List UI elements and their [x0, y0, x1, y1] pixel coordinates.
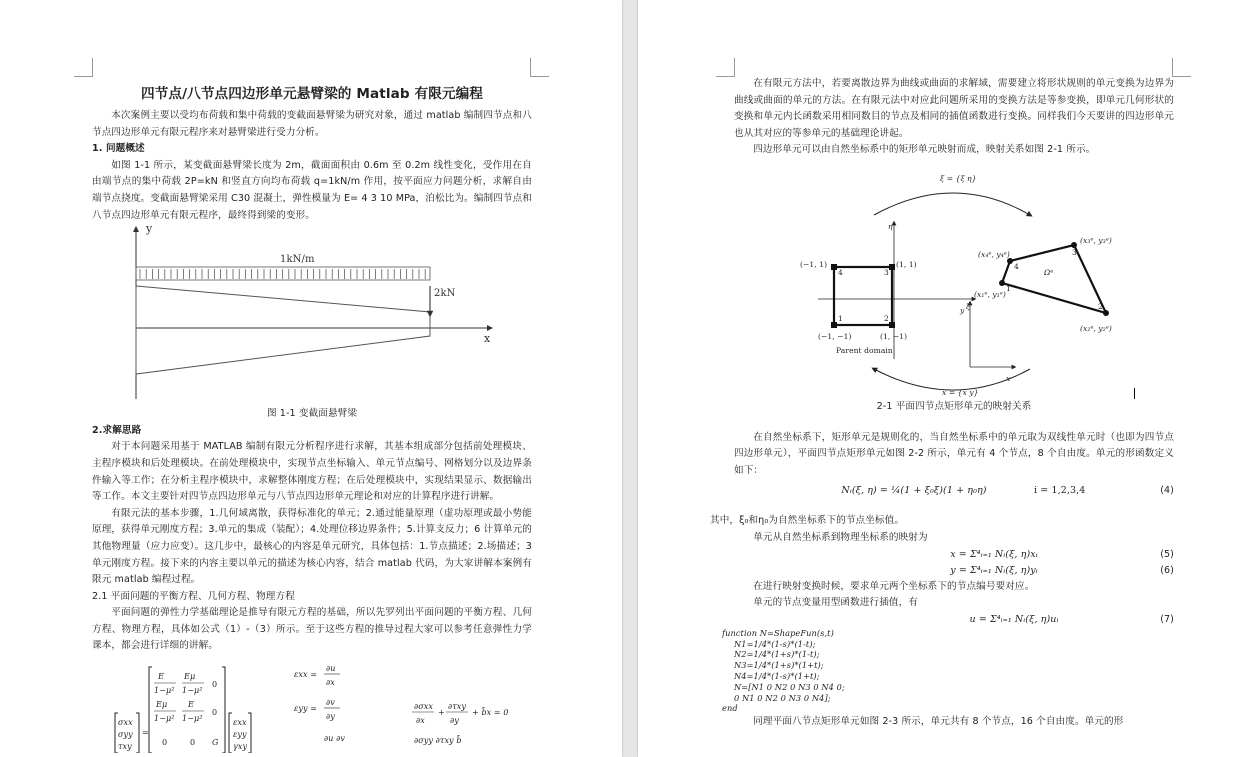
intro-paragraph: 本次案例主要以受均布荷载和集中荷载的变截面悬臂梁为研究对象，通过 matlab 编制四节点和八节点四边形单元有限元程序来对悬臂梁进行受力分析。: [92, 110, 532, 138]
svg-text:∂u ∂v: ∂u ∂v: [324, 734, 345, 744]
svg-text:0: 0: [212, 708, 218, 718]
svg-text:Eμ: Eμ: [156, 700, 168, 710]
fig2-eta-label: η: [888, 221, 893, 231]
svg-text:3: 3: [884, 267, 889, 277]
code-line: 0 N1 0 N2 0 N3 0 N4];: [734, 692, 831, 703]
equation-7-number: (7): [1160, 613, 1174, 625]
svg-text:∂y: ∂y: [326, 712, 335, 722]
svg-text:∂x: ∂x: [416, 716, 425, 726]
section-2-1-heading: 2.1 平面问题的平衡方程、几何方程、物理方程: [92, 590, 295, 602]
cantilever-beam-diagram: [92, 224, 532, 406]
crop-mark-top-left: [74, 58, 93, 77]
text-cursor: [1134, 388, 1135, 399]
document-page-right: [638, 0, 1259, 757]
svg-text:0: 0: [190, 738, 196, 748]
svg-text:∂σyy ∂τxy b̄: ∂σyy ∂τxy b̄: [414, 736, 462, 746]
section-2-paragraph-1: 对于本问题采用基于 MATLAB 编制有限元分析程序进行求解，其基本组成部分包括前处理模块、主程序模块和后处理模块。在前处理模块中，实现节点坐标输入、单元节点编号、网格划分以及边界条件输入等工作；在分析主程序模块中，求解整体刚度方程；在后处理模块中，实现结果显示、数据输出等工作。本文主要针对四节点四边形单元与八节点四边形单元理论和对应的计算程序进行讲解。: [92, 441, 532, 503]
fig1-point-load-label: 2kN: [434, 288, 456, 300]
fig2-node-number-2: 2: [1098, 301, 1103, 311]
fig2-corner-top-right: (1, 1): [896, 259, 917, 269]
equation-6-body: y = Σ⁴ᵢ₌₁ Nᵢ(ξ, η)yᵢ: [950, 564, 1038, 576]
svg-text:∂x: ∂x: [326, 678, 335, 688]
svg-text:0: 0: [162, 738, 168, 748]
code-line: N3=1/4*(1+s)*(1+t);: [734, 660, 824, 671]
code-line: N=[N1 0 N2 0 N3 0 N4 0;: [734, 681, 845, 692]
svg-text:G: G: [212, 738, 219, 748]
equation-4-condition: i = 1,2,3,4: [1034, 485, 1086, 497]
svg-text:1−μ²: 1−μ²: [154, 714, 175, 724]
equation-5-body: x = Σ⁴ᵢ₌₁ Nᵢ(ξ, η)xᵢ: [950, 548, 1038, 560]
fig2-x-vector-label: x = {x y}: [942, 387, 979, 397]
fig2-node-coord-2: (x₂ᵉ, y₂ᵉ): [1080, 323, 1112, 333]
section-2-paragraph-2: 有限元法的基本步骤，1.几何域离散，获得标准化的单元；2.通过能量原理（虚功原理或最小势能原理，获得单元刚度方程；3.单元的集成（装配）；4.处理位移边界条件；5.计算支反力；6 计算单元的其他物理量（应力应变）。这几步中，最核心的内容是单元研究，具体包括：1.节点描述；2.场描述；3 单元刚度方程。接下来的内容主要以单元的描述为核心内容，结合 matlab 代码，为大家讲解本案例有限元 matlab 编程过程。: [92, 507, 532, 586]
elasticity-equations: [92, 663, 532, 753]
matlab-code-block: [710, 628, 1174, 714]
mapping-diagram: [734, 163, 1174, 399]
document-title: 四节点/八节点四边形单元悬臂梁的 Matlab 有限元编程: [141, 86, 483, 102]
svg-text:γxy: γxy: [233, 742, 248, 752]
fig2-parent-domain-label: Parent domain: [836, 345, 893, 355]
svg-text:σxx: σxx: [118, 718, 133, 728]
fig1-y-axis-label: y: [146, 224, 153, 236]
equation-5-number: (5): [1160, 548, 1174, 560]
svg-text:4: 4: [838, 267, 843, 277]
figure-1-1: [92, 224, 532, 406]
crop-mark-top-left: [716, 58, 735, 77]
fig2-xi-vector-label: ξ = {ξ η}: [940, 173, 977, 183]
equation-6-number: (6): [1160, 564, 1174, 576]
equation-6: [734, 563, 1174, 579]
code-line: function N=ShapeFun(s,t): [722, 627, 834, 638]
equations-figure: [92, 663, 532, 753]
equation-4-body: Nᵢ(ξ, η) = ¼(1 + ξ₀ξ)(1 + η₀η): [841, 485, 987, 497]
svg-text:=: =: [142, 728, 149, 738]
eight-node-paragraph: 同理平面八节点矩形单元如图 2-3 所示，单元共有 8 个节点，16 个自由度。单元的形: [753, 716, 1124, 728]
svg-text:∂τxy: ∂τxy: [448, 702, 466, 712]
isoparametric-paragraph: 在有限元方法中，若要离散边界为曲线或曲面的求解域，需要建立将形状规则的单元变换为边界为曲线或曲面的单元的方法。在有限元法中对应此问题所采用的变换方法是等参变换，即单元几何形状的变换和单元内长函数采用相同数目的节点及相同的插值函数进行变换。同样我们今天要讲的四边形单元也从其对应的等参单元的基础理论讲起。: [734, 78, 1174, 139]
svg-text:τxy: τxy: [118, 742, 132, 752]
equation-5: [734, 547, 1174, 563]
mapping-paragraph: 四边形单元可以由自然坐标系中的矩形单元映射而成，映射关系如图 2-1 所示。: [753, 144, 1096, 156]
fig2-corner-top-left: (−1, 1): [800, 259, 828, 269]
node-coords-paragraph: 其中，ξ₀和η₀为自然坐标系下的节点坐标值。: [710, 515, 905, 527]
figure-2-1: [734, 163, 1174, 399]
svg-text:εxx =: εxx =: [294, 670, 318, 680]
svg-text:εyy =: εyy =: [294, 704, 318, 714]
fig2-node-number-1: 1: [1006, 283, 1011, 293]
svg-text:E: E: [158, 672, 164, 682]
svg-text:εxx: εxx: [233, 718, 247, 728]
svg-text:∂u: ∂u: [326, 664, 336, 674]
code-line: N4=1/4*(1-s)*(1+t);: [734, 670, 820, 681]
figure-1-1-caption: 图 1-1 变截面悬臂梁: [266, 408, 358, 420]
equation-4-number: (4): [1160, 485, 1174, 497]
svg-text:∂y: ∂y: [450, 716, 459, 726]
fig1-load-label: 1kN/m: [280, 254, 315, 266]
fig2-x-label: x: [1006, 373, 1011, 383]
section-1-heading: 1. 问题概述: [92, 143, 145, 155]
svg-text:Eμ: Eμ: [184, 672, 196, 682]
code-line: N1=1/4*(1-s)*(1-t);: [734, 638, 816, 649]
fig2-node-coord-1: (x₁ᵉ, y₁ᵉ): [974, 289, 1006, 299]
code-line: N2=1/4*(1+s)*(1-t);: [734, 649, 820, 660]
svg-text:+: +: [438, 708, 445, 718]
svg-text:εyy: εyy: [233, 730, 247, 740]
svg-text:1−μ²: 1−μ²: [154, 686, 175, 696]
fig2-corner-bottom-left: (−1, −1): [818, 331, 852, 341]
fig2-node-coord-4: (x₄ᵉ, y₄ᵉ): [978, 249, 1010, 259]
fig2-y-label: y: [960, 305, 965, 315]
interpolation-paragraph: 单元的节点变量用型函数进行插值，有: [753, 597, 918, 609]
code-line: end: [722, 703, 738, 714]
equation-7: [734, 612, 1174, 628]
svg-text:0: 0: [212, 680, 218, 690]
fig1-x-axis-label: x: [484, 332, 491, 346]
crop-mark-top-right: [530, 58, 549, 77]
svg-text:∂σxx: ∂σxx: [414, 702, 434, 712]
svg-text:1−μ²: 1−μ²: [182, 686, 203, 696]
figure-2-1-caption: 2-1 平面四节点矩形单元的映射关系: [876, 400, 1032, 412]
svg-text:1: 1: [838, 313, 843, 323]
left-page-content[interactable]: [92, 82, 532, 753]
fig2-node-number-3: 3: [1072, 247, 1077, 257]
fig2-xi-label: ξ: [966, 301, 971, 311]
crop-mark-top-right: [1172, 58, 1191, 77]
svg-text:1−μ²: 1−μ²: [182, 714, 203, 724]
svg-text:∂v: ∂v: [326, 698, 335, 708]
svg-text:E: E: [188, 700, 194, 710]
mapping-definition-paragraph: 单元从自然坐标系到物理坐标系的映射为: [753, 531, 928, 543]
svg-text:+ b̄x = 0: + b̄x = 0: [472, 708, 509, 718]
svg-text:σyy: σyy: [118, 730, 133, 740]
svg-text:2: 2: [884, 313, 889, 323]
right-page-content[interactable]: [710, 76, 1174, 731]
section-2-1-paragraph: 平面问题的弹性力学基础理论是推导有限元方程的基础，所以先罗列出平面问题的平衡方程、几何方程、物理方程，具体如公式（1）-（3）所示。至于这些方程的推导过程大家可以参考任意弹性力学课本，都会进行详细的讲解。: [92, 607, 532, 652]
section-2-heading: 2.求解思路: [92, 424, 142, 436]
fig2-corner-bottom-right: (1, −1): [880, 331, 908, 341]
fig2-omega-label: Ωᵉ: [1044, 267, 1054, 277]
fig2-node-number-4: 4: [1014, 261, 1019, 271]
document-page-left: [0, 0, 622, 757]
node-numbering-paragraph: 在进行映射变换时候，要求单元两个坐标系下的节点编号要对应。: [753, 580, 1035, 592]
fig2-node-coord-3: (x₃ᵉ, y₃ᵉ): [1080, 235, 1112, 245]
shape-function-paragraph: 在自然坐标系下，矩形单元是规则化的，当自然坐标系中的单元取为双线性单元时（也即为四节点四边形单元），平面四节点矩形单元如图 2-2 所示，单元有 4 个节点，8 个自由度。单元的形函数定义如下：: [734, 431, 1174, 476]
equation-4: [734, 483, 1174, 505]
section-1-paragraph: 如图 1-1 所示，某变截面悬臂梁长度为 2m，截面面积由 0.6m 至 0.2m 线性变化，受作用在自由端节点的集中荷载 2P=kN 和竖直方向均布荷载 q=1kN/m 作用，按平面应力问题分析，求解自由端节点挠度。变截面悬臂梁采用 C30 混凝土，弹性模量为 E= 4 3 10 MPa，泊松比为。编制四节点和八节点四边形单元有限元程序，最终得到梁的变形。: [92, 159, 532, 221]
equation-7-body: u = Σ⁴ᵢ₌₁ Nᵢ(ξ, η)uᵢ: [969, 613, 1059, 625]
